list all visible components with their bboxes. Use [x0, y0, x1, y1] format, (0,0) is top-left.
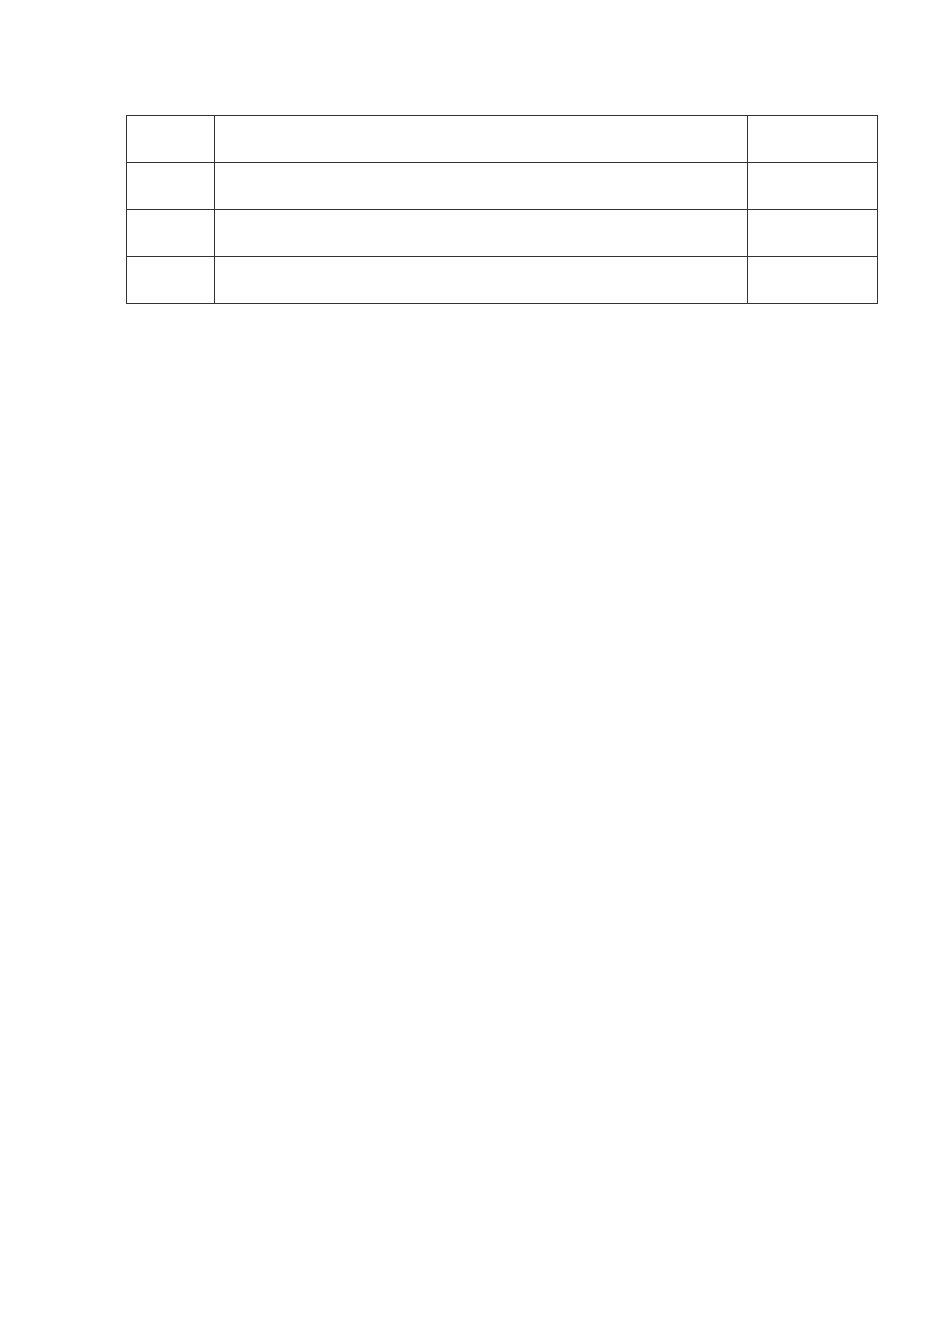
- table-row: [127, 163, 878, 210]
- table-row: [127, 116, 878, 163]
- table-cell: [748, 210, 878, 257]
- table-cell: [748, 163, 878, 210]
- table-cell: [215, 163, 748, 210]
- table-row: [127, 257, 878, 304]
- table-cell: [127, 257, 215, 304]
- table-cell: [748, 257, 878, 304]
- table-cell: [748, 116, 878, 163]
- table-cell: [215, 116, 748, 163]
- table-cell: [215, 257, 748, 304]
- table-cell: [127, 163, 215, 210]
- table-cell: [127, 210, 215, 257]
- header-table: [126, 115, 878, 304]
- table-cell: [127, 116, 215, 163]
- table-cell: [215, 210, 748, 257]
- table-row: [127, 210, 878, 257]
